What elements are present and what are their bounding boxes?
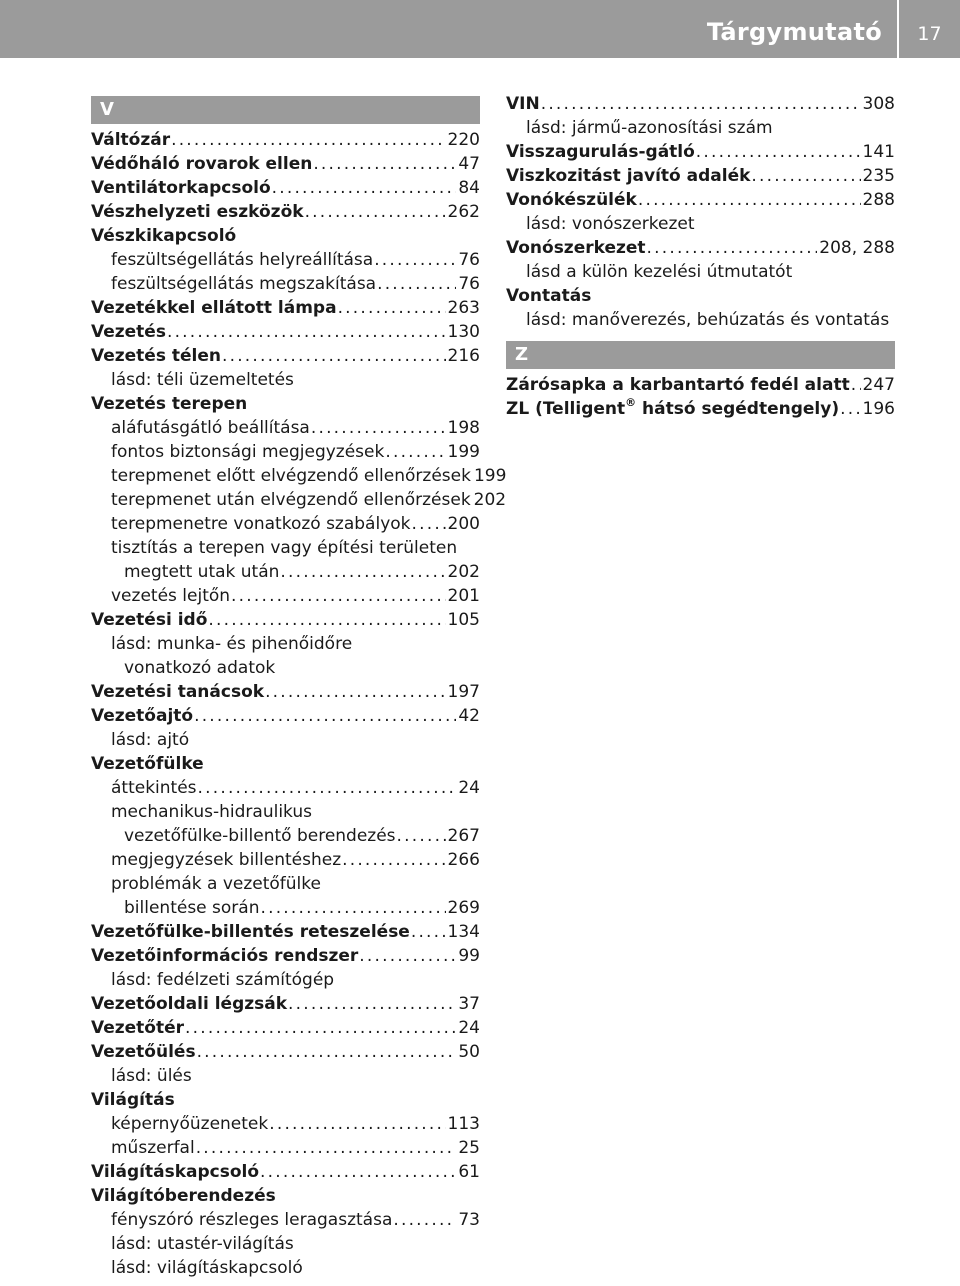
index-entry [91, 152, 480, 176]
dot-leader [311, 416, 446, 440]
dot-leader [393, 1208, 456, 1232]
page-reference: 269 [447, 898, 480, 918]
index-entry [91, 368, 480, 392]
index-term: Vezetőinformációs rendszer [91, 946, 359, 966]
index-entry [91, 1112, 480, 1136]
index-entry [91, 824, 480, 848]
index-entry [91, 584, 480, 608]
index-term: lásd: ülés [111, 1066, 192, 1086]
index-term: Vonókészülék [506, 190, 637, 210]
dot-leader [231, 584, 446, 608]
page-reference: 73 [458, 1210, 480, 1230]
page-reference: 263 [447, 298, 480, 318]
index-term: Visszagurulás-gátló [506, 142, 695, 162]
index-entry [506, 397, 895, 421]
index-entry [91, 248, 480, 272]
index-term: Vezetőoldali légzsák [91, 994, 288, 1014]
page-number: 17 [917, 23, 942, 45]
index-term: lásd: téli üzemeltetés [111, 370, 294, 390]
index-entry [91, 1088, 480, 1112]
dot-leader [840, 397, 860, 421]
dot-leader [194, 704, 456, 728]
dot-leader [305, 200, 446, 224]
page-reference: 130 [447, 322, 480, 342]
page-reference: 196 [862, 399, 895, 419]
index-entry [91, 488, 507, 512]
page-reference: 24 [458, 1018, 480, 1038]
index-term: lásd: jármű-azonosítási szám [526, 118, 773, 138]
index-term: Vezetés terepen [91, 394, 248, 414]
page-reference: 288 [862, 190, 895, 210]
dot-leader [411, 920, 446, 944]
page-reference: 199 [447, 442, 480, 462]
index-term: terepmenet előtt elvégzendő ellenőrzések [111, 466, 471, 486]
page-reference: 201 [447, 586, 480, 606]
page-reference: 262 [447, 202, 480, 222]
dot-leader [280, 560, 445, 584]
page-reference: 61 [458, 1162, 480, 1182]
index-term: feszültségellátás megszakítása [111, 274, 377, 294]
index-entry [91, 920, 480, 944]
index-entry [506, 188, 895, 212]
page-reference: 247 [862, 375, 895, 395]
index-entry [91, 176, 480, 200]
index-entry [506, 116, 895, 140]
index-column-left [91, 92, 507, 1280]
index-entry [91, 1256, 480, 1280]
page-reference: 84 [458, 178, 480, 198]
index-term: Vonószerkezet [506, 238, 646, 258]
index-term: lásd: vonószerkezet [526, 214, 695, 234]
page-reference: 266 [447, 850, 480, 870]
index-term: vezetőfülke-billentő berendezés [124, 826, 396, 846]
index-term: terepmenetre vonatkozó szabályok [111, 514, 411, 534]
index-entry [91, 200, 480, 224]
index-entry [91, 1016, 480, 1040]
index-term: Vészhelyzeti eszközök [91, 202, 304, 222]
index-term: Világítás [91, 1090, 175, 1110]
page-reference: 76 [458, 274, 480, 294]
index-term: Vezetés télen [91, 346, 221, 366]
index-term: műszerfal [111, 1138, 195, 1158]
index-entry [91, 1208, 480, 1232]
index-term: lásd: fedélzeti számítógép [111, 970, 335, 990]
dot-leader [638, 188, 861, 212]
index-term: fontos biztonsági megjegyzések [111, 442, 385, 462]
index-entry [91, 848, 480, 872]
index-term: képernyőüzenetek [111, 1114, 269, 1134]
index-entry [506, 140, 895, 164]
dot-leader [342, 848, 445, 872]
index-term: lásd a külön kezelési útmutatót [526, 262, 793, 282]
index-entry [91, 752, 480, 776]
page-reference: 197 [447, 682, 480, 702]
dot-leader [167, 320, 446, 344]
index-entry [91, 704, 480, 728]
dot-leader [397, 824, 446, 848]
dot-leader [208, 608, 445, 632]
dot-leader [377, 272, 456, 296]
index-entry [91, 800, 480, 824]
page-reference: 235 [862, 166, 895, 186]
dot-leader [412, 512, 446, 536]
index-entry [91, 296, 480, 320]
dot-leader [185, 1016, 456, 1040]
index-entry [91, 656, 480, 680]
page-reference: 24 [458, 778, 480, 798]
dot-leader [197, 1040, 457, 1064]
index-term: lásd: világításkapcsoló [111, 1258, 303, 1278]
index-entry [91, 344, 480, 368]
index-entry [91, 1232, 480, 1256]
index-term: áttekintés [111, 778, 197, 798]
index-entry [506, 164, 895, 188]
registered-mark: ® [625, 396, 637, 409]
page-reference: 220 [447, 130, 480, 150]
index-entry [91, 1160, 480, 1184]
dot-leader [260, 896, 445, 920]
index-term: mechanikus-hidraulikus [111, 802, 313, 822]
page-reference: 76 [458, 250, 480, 270]
index-entry [506, 92, 895, 116]
index-entry [91, 560, 480, 584]
section-letter: Z [506, 341, 895, 369]
index-term: Zárósapka a karbantartó fedél alatt [506, 375, 850, 395]
index-entry [91, 728, 480, 752]
index-term: Viszkozitást javító adalék [506, 166, 751, 186]
index-term: Vezetési idő [91, 610, 208, 630]
index-entry [91, 224, 480, 248]
page-reference: 37 [458, 994, 480, 1014]
page-reference: 113 [447, 1114, 480, 1134]
dot-leader [196, 1136, 457, 1160]
index-entry [91, 872, 480, 896]
index-entry [91, 1064, 480, 1088]
dot-leader [647, 236, 818, 260]
page-reference: 50 [458, 1042, 480, 1062]
dot-leader [288, 992, 456, 1016]
dot-leader [385, 440, 445, 464]
index-entry [91, 1184, 480, 1208]
index-term: feszültségellátás helyreállítása [111, 250, 374, 270]
dot-leader [272, 176, 457, 200]
index-entry [91, 392, 480, 416]
dot-leader [265, 680, 445, 704]
index-entry [91, 512, 480, 536]
index-term [506, 397, 839, 421]
index-term: Vezetőajtó [91, 706, 194, 726]
index-column-right [506, 92, 895, 421]
page-reference: 202 [473, 490, 507, 510]
index-entry [91, 536, 480, 560]
dot-leader [751, 164, 860, 188]
index-term: terepmenet után elvégzendő ellenőrzések [111, 490, 471, 510]
index-entry [91, 680, 480, 704]
dot-leader [171, 128, 445, 152]
dot-leader [359, 944, 456, 968]
page-reference: 25 [458, 1138, 480, 1158]
index-term: VIN [506, 94, 540, 114]
index-entry [506, 373, 895, 397]
index-entry [91, 992, 480, 1016]
dot-leader [269, 1112, 445, 1136]
page-reference: 42 [458, 706, 480, 726]
index-term: Világítóberendezés [91, 1186, 276, 1206]
index-term: Védőháló rovarok ellen [91, 154, 313, 174]
page-reference: 208, 288 [819, 238, 895, 258]
index-entry [91, 632, 480, 656]
index-entry [506, 284, 895, 308]
index-term: Világításkapcsoló [91, 1162, 260, 1182]
index-entry [506, 308, 895, 332]
index-entry [91, 440, 480, 464]
index-term: Vezetőfülke-billentés reteszelése [91, 922, 410, 942]
index-entry [91, 896, 480, 920]
index-term: megjegyzések billentéshez [111, 850, 342, 870]
index-term: lásd: ajtó [111, 730, 190, 750]
index-entry [506, 260, 895, 284]
dot-leader [541, 92, 861, 116]
dot-leader [696, 140, 861, 164]
index-term: Vezetőülés [91, 1042, 196, 1062]
index-term: tisztítás a terepen vagy építési területen [111, 538, 458, 558]
index-entry [91, 776, 480, 800]
page-reference: 308 [862, 94, 895, 114]
index-entry [506, 212, 895, 236]
dot-leader [851, 373, 861, 397]
page-reference: 216 [447, 346, 480, 366]
page-reference: 200 [447, 514, 480, 534]
dot-leader [338, 296, 446, 320]
index-entry [91, 464, 507, 488]
page-reference: 199 [473, 466, 507, 486]
index-term: billentése során [124, 898, 260, 918]
dot-leader [313, 152, 456, 176]
page-reference: 202 [447, 562, 480, 582]
page-reference: 198 [447, 418, 480, 438]
index-term: Vezetőtér [91, 1018, 185, 1038]
page-reference: 105 [447, 610, 480, 630]
index-term: problémák a vezetőfülke [111, 874, 321, 894]
index-entry [91, 272, 480, 296]
index-entry [91, 968, 480, 992]
index-term: lásd: manőverezés, behúzatás és vontatás [526, 310, 890, 330]
header-title: Tárgymutató [706, 18, 882, 46]
index-entry [91, 608, 480, 632]
index-term-text: ZL (Telligent [506, 399, 626, 419]
index-term: Vészkikapcsoló [91, 226, 237, 246]
index-entry [91, 320, 480, 344]
index-term: Vezetési tanácsok [91, 682, 265, 702]
page-reference: 134 [447, 922, 480, 942]
index-entry [91, 1136, 480, 1160]
index-entry [91, 416, 480, 440]
dot-leader [374, 248, 456, 272]
page-header [0, 0, 960, 58]
index-term: lásd: munka- és pihenőidőre [111, 634, 353, 654]
index-term: Ventilátorkapcsoló [91, 178, 271, 198]
index-term: megtett utak után [124, 562, 280, 582]
page-reference: 141 [862, 142, 895, 162]
dot-leader [260, 1160, 456, 1184]
dot-leader [222, 344, 446, 368]
page-reference: 99 [458, 946, 480, 966]
index-entry [91, 128, 480, 152]
index-term: vonatkozó adatok [124, 658, 276, 678]
index-term: Váltózár [91, 130, 171, 150]
index-entry [91, 944, 480, 968]
index-term: lásd: utastér-világítás [111, 1234, 294, 1254]
index-term: aláfutásgátló beállítása [111, 418, 310, 438]
index-term: Vezetékkel ellátott lámpa [91, 298, 337, 318]
page-reference: 267 [447, 826, 480, 846]
index-entry [506, 236, 895, 260]
index-term: Vezetőfülke [91, 754, 204, 774]
index-term: Vontatás [506, 286, 592, 306]
index-term: fényszóró részleges leragasztása [111, 1210, 393, 1230]
section-letter: V [91, 96, 480, 124]
page-reference: 47 [458, 154, 480, 174]
index-term-text-after: hátsó segédtengely) [636, 399, 840, 419]
index-term: Vezetés [91, 322, 166, 342]
dot-leader [198, 776, 457, 800]
index-entry [91, 1040, 480, 1064]
index-term: vezetés lejtőn [111, 586, 231, 606]
